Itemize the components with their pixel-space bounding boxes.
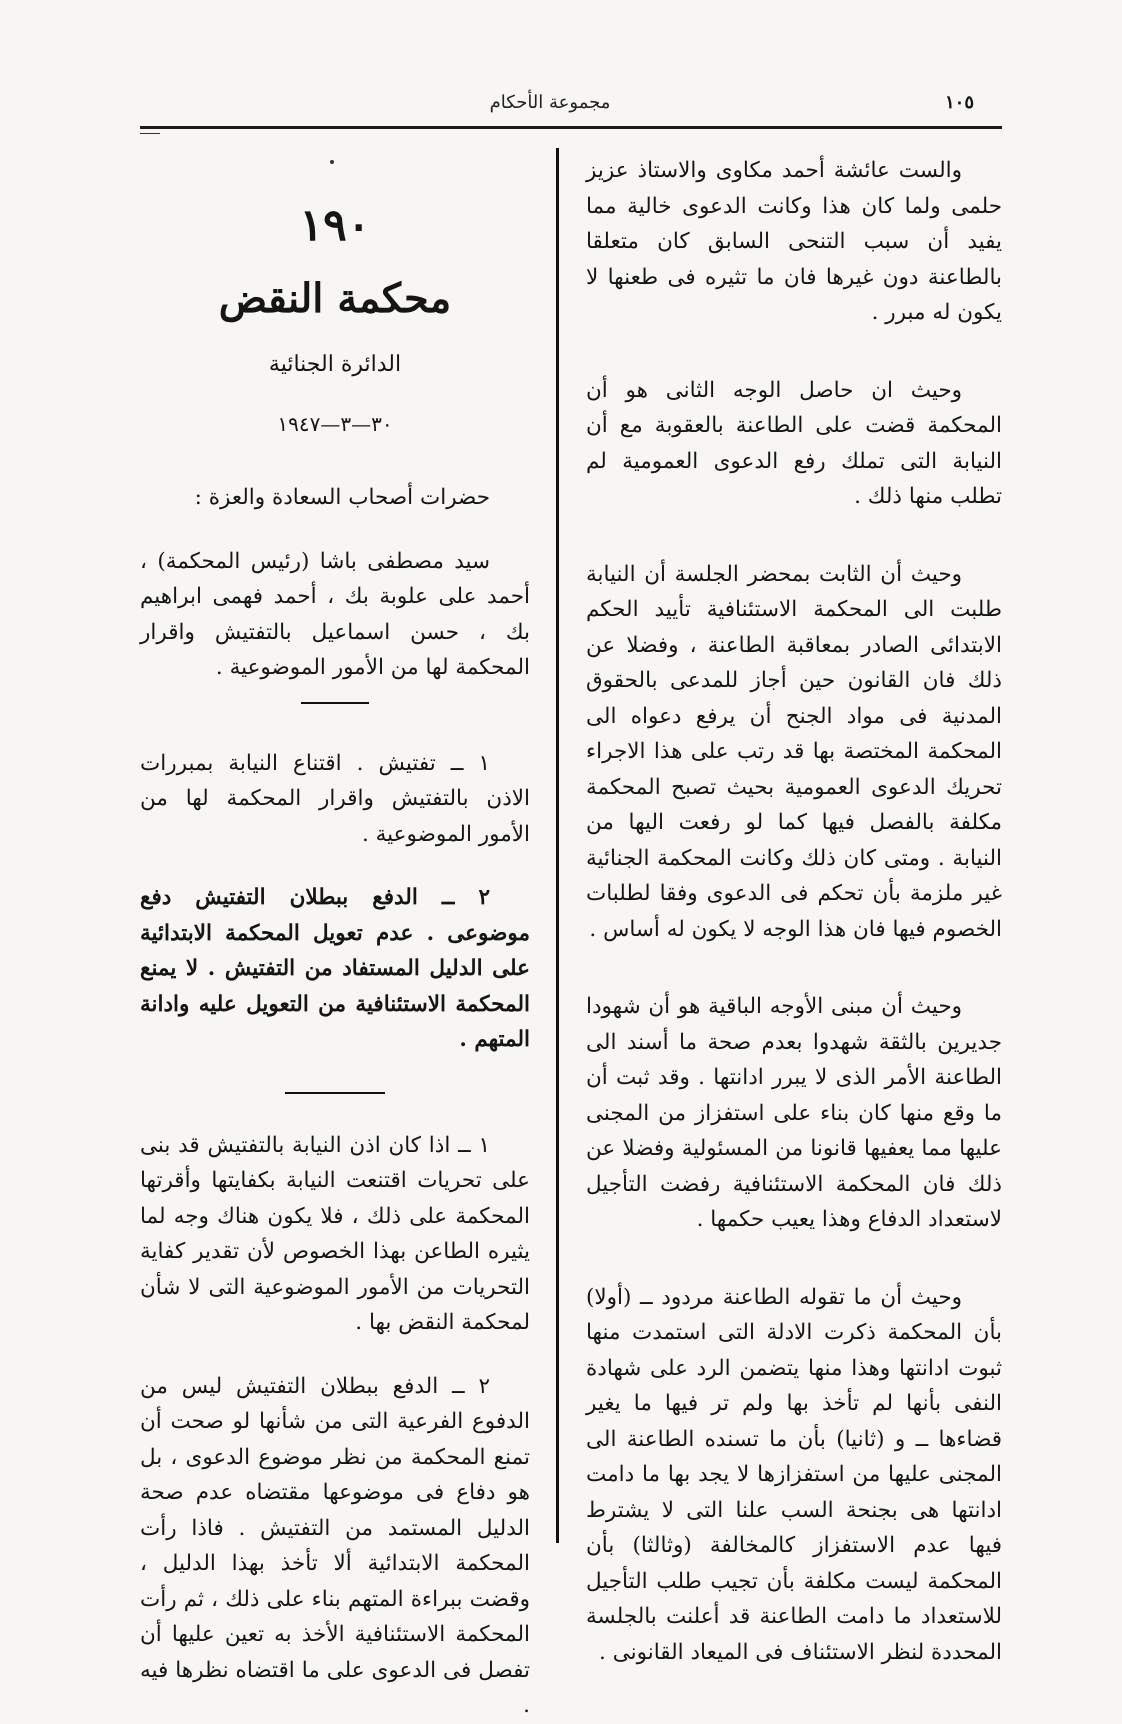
summary-1: ١ ــ تفتيش . اقتناع النيابة بمبررات الاذن بالتفتيش واقرار المحكمة لها من الأمور الموضوعية . [140, 750, 530, 847]
court-name: محكمة النقض [218, 275, 452, 322]
judgment-date: ٣٠—٣—١٩٤٧ [277, 412, 393, 436]
page-number: ١٠٥ [945, 92, 975, 113]
principle-2: ٢ ــ الدفع ببطلان التفتيش ليس من الدفوع الفرعية التى من شأنها لو صحت أن تمنع المحكمة من نظر موضوع الدعوى ، بل هو دفاع فى موضوعها مقتضاه عدم صحة الدليل المستمد من التفتيش . فاذا رأت المحكمة الابتدائية ألا تأخذ بهذا الدليل ، وقضت ببراءة المتهم بناء على ذلك ، ثم رأت المحكمة الاستئنافية الأخذ به تعين عليها أن تفصل فى الدعوى على ما اقتضاه نظرها فيه . [140, 1373, 530, 1718]
chamber-name: الدائرة الجنائية [268, 352, 402, 377]
section-rule [285, 1092, 385, 1094]
running-title: مجموعة الأحكام [489, 92, 611, 113]
ink-dot [330, 160, 334, 164]
presence-intro: حضرات أصحاب السعادة والعزة : [194, 485, 490, 510]
left-column [140, 480, 530, 1724]
paragraph-3: وحيث أن الثابت بمحضر الجلسة أن النيابة طلبت الى المحكمة الاستئنافية تأييد الحكم الابتدائى الصادر بمعاقبة الطاعنة ، وفضلا عن ذلك فان القانون حين أجاز للمدعى بالحقوق المدنية فى مواد الجنح أن يرفع دعواه الى المحكمة المختصة بها قد رتب على هذا الاجراء تحريك الدعوى العمومية بحيث تصبح المحكمة مكلفة بالفصل فيها كما لو رفعت اليها من النيابة . ومتى كان ذلك وكانت المحكمة الجنائية غير ملزمة بأن تحكم فى الدعوى وفقا لطلبات الخصوم فيها فان هذا الوجه لا يكون له أساس . [586, 561, 1002, 942]
paragraph-1: والست عائشة أحمد مكاوى والاستاذ عزيز حلمى ولما كان هذا وكانت الدعوى خالية مما يفيد أن سبب التنحى السابق كان متعلقا بالطاعنة دون غيرها فان ما تثيره فى طعنها لا يكون له مبرر . [586, 158, 1002, 325]
case-number: ١٩٠ [299, 200, 371, 251]
column-divider [556, 148, 559, 1543]
paragraph-4: وحيث أن مبنى الأوجه الباقية هو أن شهودا جديرين بالثقة شهدوا بعدم صحة ما أسند الى الطاعنة الأمر الذى لا يبرر ادانتها . وقد ثبت أن ما وقع منها كان بناء على استفزاز من المجنى عليها مما يعفيها قانونا من المسئولية وفضلا عن ذلك فان المحكمة الاستئنافية رفضت التأجيل لاستعداد الدفاع وهذا يعيب حكمها . [586, 994, 1002, 1232]
principle-1: ١ ــ اذا كان اذن النيابة بالتفتيش قد بنى على تحريات اقتنعت النيابة بكفايتها وأقرتها المحكمة على ذلك ، فلا يكون هناك وجه لما يثيره الطاعن بهذا الخصوص لأن تقدير كفاية التحريات من الأمور الموضوعية التى لا شأن لمحكمة النقض بها . [140, 1132, 530, 1335]
header-dash [140, 133, 160, 134]
paragraph-2: وحيث ان حاصل الوجه الثانى هو أن المحكمة قضت على الطاعنة بالعقوبة مع أن النيابة التى تملك رفع الدعوى العمومية لم تطلب منها ذلك . [586, 377, 1002, 509]
summary-2: ٢ ــ الدفع ببطلان التفتيش دفع موضوعى . عدم تعويل المحكمة الابتدائية على الدليل المستفاد من التفتيش . لا يمنع المحكمة الاستئنافية من التعويل عليه وادانة المتهم . [140, 885, 530, 1052]
judges-list: سيد مصطفى باشا (رئيس المحكمة) ، أحمد على علوبة بك ، أحمد فهمى ابراهيم بك ، حسن اسماعيل بالتفتيش واقرار المحكمة لها من الأمور الموضوعية . [140, 548, 530, 680]
paragraph-5: وحيث أن ما تقوله الطاعنة مردود ــ (أولا) بأن المحكمة ذكرت الادلة التى استمدت منها ثبوت ادانتها وهذا منها يتضمن الرد على شهادة النفى بأنها لم تأخذ بها ولم تر فيها ما يغير قضاءها ــ و (ثانيا) بأن ما تسنده الطاعنة الى المجنى عليها من استفزازها لا يجد بها ما دامت ادانتها هى بجنحة السب علنا التى لا يشترط فيها عدم الاستفزاز كالمخالفة (وثالثا) بأن المحكمة ليست مكلفة بأن تجيب طلب التأجيل للاستعداد ما دامت الطاعنة قد أعلنت بالجلسة المحددة لنظر الاستئناف فى الميعاد القانونى . [586, 1284, 1002, 1665]
section-rule [301, 702, 369, 704]
right-column [586, 153, 1002, 1670]
header-rule [140, 126, 1002, 129]
